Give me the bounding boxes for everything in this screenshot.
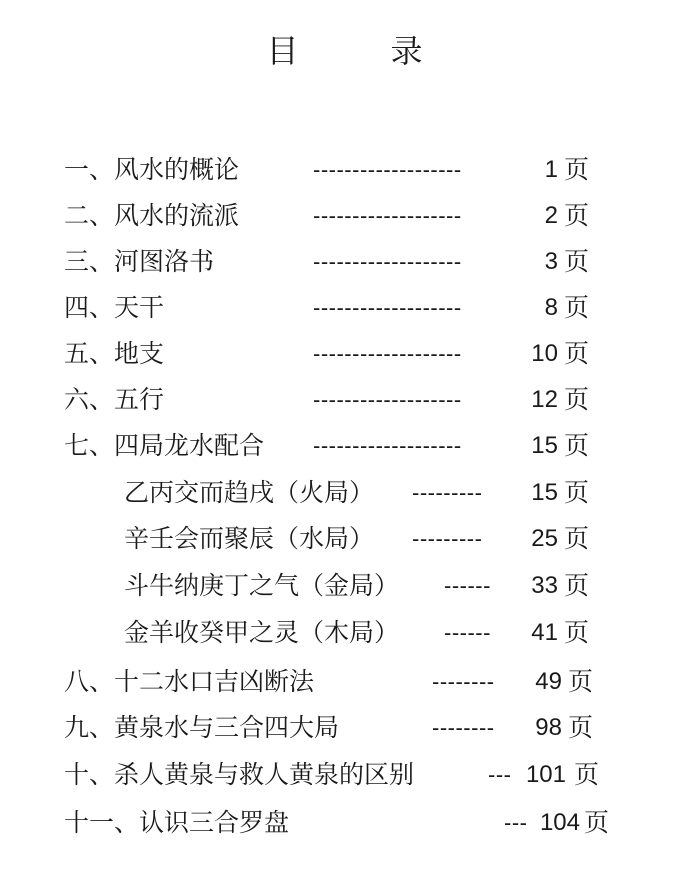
toc-entry-page-unit: 页 <box>564 385 590 414</box>
toc-entry-page: 12 <box>531 386 558 413</box>
toc-subentry <box>0 566 689 606</box>
toc-entry-leader: ------------------- <box>313 341 462 366</box>
toc-entry-label: 八、十二水口吉凶断法 <box>64 667 315 696</box>
toc-entry-page-unit: 页 <box>564 524 590 553</box>
toc-entry-leader: -------- <box>432 715 495 740</box>
toc-entry-leader: ------------------- <box>313 203 462 228</box>
toc-entry-leader: ------------------- <box>313 249 462 274</box>
toc-entry-label: 乙丙交而趋戌（火局） <box>124 478 375 507</box>
toc-entry-page: 2 <box>544 202 558 229</box>
toc-entry-label: 六、五行 <box>64 385 165 414</box>
toc-entry <box>0 196 689 236</box>
toc-entry-leader: --------- <box>412 480 483 505</box>
toc-entry <box>0 150 689 190</box>
toc-entry-label: 十、杀人黄泉与救人黄泉的区别 <box>64 760 415 789</box>
toc-entry-leader: ------ <box>444 573 491 598</box>
toc-entry-page: 10 <box>531 340 558 367</box>
toc-entry-label: 斗牛纳庚丁之气（金局） <box>124 571 400 600</box>
toc-subentry <box>0 519 689 559</box>
toc-entry-leader: ------------------- <box>313 157 462 182</box>
toc-subentry <box>0 473 689 513</box>
toc-entry-label: 辛壬会而聚辰（水局） <box>124 524 375 553</box>
toc-entry-page-unit: 页 <box>564 293 590 322</box>
toc-entry-leader: ------------------- <box>313 387 462 412</box>
toc-entry-page: 25 <box>531 525 558 552</box>
toc-entry-page-unit: 页 <box>564 155 590 184</box>
toc-entry-leader: --- <box>504 810 528 835</box>
page-title: 目 录 <box>266 32 453 70</box>
toc-entry-page-unit: 页 <box>564 247 590 276</box>
toc-entry-label: 七、四局龙水配合 <box>64 431 265 460</box>
toc-entry-leader: -------- <box>432 669 495 694</box>
toc-entry <box>0 662 689 702</box>
toc-entry-page-unit: 页 <box>568 667 594 696</box>
toc-entry-label: 十一、认识三合罗盘 <box>64 808 290 837</box>
toc-entry-leader: ------------------- <box>313 433 462 458</box>
toc-entry <box>0 380 689 420</box>
toc-entry <box>0 803 689 843</box>
toc-entry-label: 九、黄泉水与三合四大局 <box>64 713 340 742</box>
toc-entry-page-unit: 页 <box>564 478 590 507</box>
toc-entry-page: 15 <box>531 479 558 506</box>
toc-entry-page-unit: 页 <box>574 760 600 789</box>
toc-entry <box>0 288 689 328</box>
toc-entry-label: 一、风水的概论 <box>64 155 240 184</box>
toc-entry <box>0 426 689 466</box>
toc-entry-page: 8 <box>544 294 558 321</box>
toc-entry-page-unit: 页 <box>564 339 590 368</box>
toc-entry-leader: ------------------- <box>313 295 462 320</box>
toc-entry-label: 金羊收癸甲之灵（木局） <box>124 618 400 647</box>
toc-entry <box>0 755 689 795</box>
toc-entry-page: 49 <box>535 668 562 695</box>
toc-entry-page: 98 <box>535 714 562 741</box>
toc-entry-page: 101 <box>525 761 566 788</box>
toc-entry-page-unit: 页 <box>564 618 590 647</box>
toc-entry-page-unit: 页 <box>568 713 594 742</box>
toc-entry-page: 41 <box>531 619 558 646</box>
toc-entry-page: 1 <box>544 156 558 183</box>
toc-entry-page-unit: 页 <box>564 431 590 460</box>
toc-entry-page-unit: 页 <box>564 571 590 600</box>
toc-entry-page: 33 <box>531 572 558 599</box>
toc-entry <box>0 334 689 374</box>
toc-entry <box>0 242 689 282</box>
toc-entry-page-unit: 页 <box>564 201 590 230</box>
toc-entry-page: 104 <box>539 809 580 836</box>
toc-entry-label: 三、河图洛书 <box>64 247 215 276</box>
toc-entry <box>0 708 689 748</box>
toc-entry-label: 五、地支 <box>64 339 165 368</box>
toc-entry-label: 二、风水的流派 <box>64 201 240 230</box>
toc-entry-page: 15 <box>531 432 558 459</box>
toc-entry-leader: --------- <box>412 526 483 551</box>
toc-entry-page: 3 <box>544 248 558 275</box>
toc-entry-leader: ------ <box>444 620 491 645</box>
toc-entry-label: 四、天干 <box>64 293 165 322</box>
toc-subentry <box>0 613 689 653</box>
toc-entry-page-unit: 页 <box>584 808 610 837</box>
toc-entry-leader: --- <box>488 762 512 787</box>
